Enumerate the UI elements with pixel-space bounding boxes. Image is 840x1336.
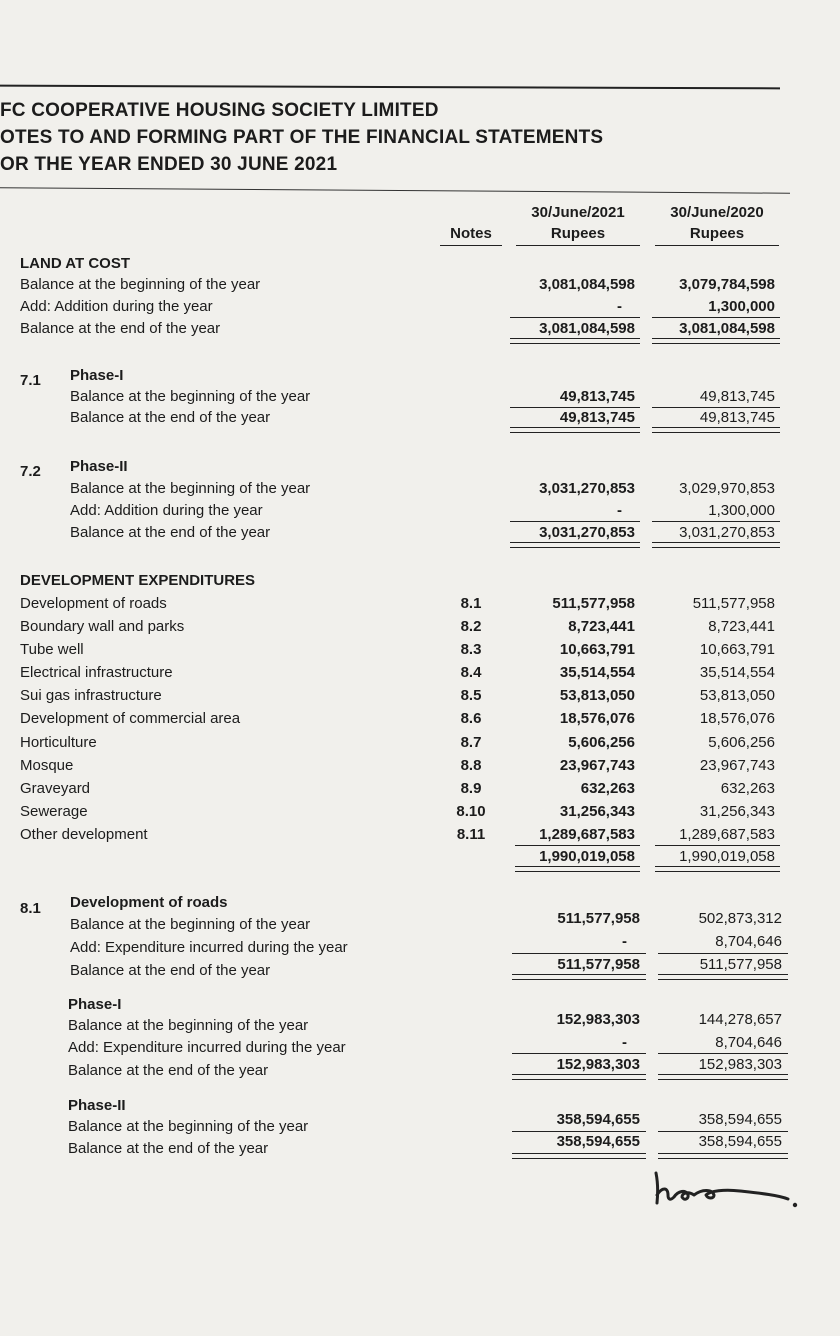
roads-phase-i-value-2021: 152,983,303 xyxy=(556,1056,640,1073)
phase-i-value-2020: 49,813,745 xyxy=(699,388,775,405)
dev-value-2021: 1,289,687,583 xyxy=(539,826,635,843)
total-double-rule xyxy=(510,542,640,548)
land-row-label: Balance at the end of the year xyxy=(20,320,221,337)
dev-row-label: Tube well xyxy=(20,641,84,658)
subtotal-rule xyxy=(510,317,640,318)
phase-i-value-2021: 49,813,745 xyxy=(559,409,635,426)
phase-ii-value-2020: 3,029,970,853 xyxy=(679,480,775,497)
dev-row-label: Sui gas infrastructure xyxy=(20,687,162,704)
roads-phase-i-row-label: Balance at the end of the year xyxy=(68,1062,269,1079)
total-double-rule xyxy=(658,1153,788,1159)
dev-value-2020: 10,663,791 xyxy=(699,641,775,658)
dev-total-2020: 1,990,019,058 xyxy=(679,848,775,865)
notes-column-header: Notes xyxy=(450,225,492,242)
col-2020-date: 30/June/2020 xyxy=(670,204,764,221)
period-heading: OR THE YEAR ENDED 30 JUNE 2021 xyxy=(0,154,338,175)
dev-row-note: 8.10 xyxy=(456,803,486,820)
phase-ii-row-label: Add: Addition during the year xyxy=(70,502,263,519)
dev-row-label: Sewerage xyxy=(20,803,88,820)
dev-value-2020: 35,514,554 xyxy=(699,664,775,681)
dev-row-note: 8.11 xyxy=(456,826,486,843)
roads-phase-ii-row-label: Balance at the beginning of the year xyxy=(68,1118,309,1135)
phase-ii-title: Phase-II xyxy=(70,458,128,475)
subtotal-rule xyxy=(658,1131,788,1132)
subtotal-rule xyxy=(658,1053,788,1054)
col-2021-header-underline xyxy=(516,245,640,246)
total-double-rule xyxy=(652,338,780,344)
dev-value-2021: 8,723,441 xyxy=(568,618,635,635)
dev-row-label: Graveyard xyxy=(20,780,91,797)
phase-ii-value-2021: - xyxy=(617,502,622,519)
dev-row-label: Development of roads xyxy=(20,595,167,612)
dev-row-note: 8.8 xyxy=(460,757,482,774)
top-rule xyxy=(0,85,780,90)
phase-i-row-label: Balance at the beginning of the year xyxy=(70,388,311,405)
development-of-roads-title: Development of roads xyxy=(70,894,228,911)
land-at-cost-title: LAND AT COST xyxy=(20,255,130,272)
dev-value-2021: 35,514,554 xyxy=(559,664,635,681)
phase-i-value-2020: 49,813,745 xyxy=(699,409,775,426)
dev-value-2021: 632,263 xyxy=(580,780,635,797)
dev-row-note: 8.7 xyxy=(460,734,482,751)
roads-row-label: Balance at the end of the year xyxy=(70,962,271,979)
phase-i-value-2021: 49,813,745 xyxy=(559,388,635,405)
roads-phase-ii-value-2021: 358,594,655 xyxy=(556,1111,640,1128)
dev-value-2021: 23,967,743 xyxy=(559,757,635,774)
dev-row-note: 8.3 xyxy=(460,641,482,658)
dev-value-2020: 53,813,050 xyxy=(699,687,775,704)
dev-value-2021: 18,576,076 xyxy=(559,710,635,727)
dev-value-2021: 511,577,958 xyxy=(552,595,635,612)
phase-ii-row-label: Balance at the end of the year xyxy=(70,524,271,541)
dev-value-2020: 511,577,958 xyxy=(692,595,775,612)
roads-phase-ii-value-2021: 358,594,655 xyxy=(556,1133,640,1150)
col-2020-unit: Rupees xyxy=(689,225,745,242)
subtotal-rule xyxy=(658,953,788,954)
roads-row-label: Add: Expenditure incurred during the year xyxy=(70,939,348,956)
phase-i-title: Phase-I xyxy=(70,367,124,384)
roads-value-2021: 511,577,958 xyxy=(557,956,640,973)
land-value-2020: 1,300,000 xyxy=(708,298,775,315)
roads-phase-ii-value-2020: 358,594,655 xyxy=(698,1133,782,1150)
header-rule xyxy=(0,187,790,194)
total-double-rule xyxy=(515,866,640,872)
land-value-2021: 3,081,084,598 xyxy=(539,276,635,293)
dev-row-note: 8.1 xyxy=(460,595,482,612)
roads-phase-i-value-2021: 152,983,303 xyxy=(556,1011,640,1028)
subtotal-rule xyxy=(652,317,780,318)
roads-value-2020: 502,873,312 xyxy=(698,910,782,927)
dev-value-2020: 18,576,076 xyxy=(699,710,775,727)
society-name: FC COOPERATIVE HOUSING SOCIETY LIMITED xyxy=(0,100,439,121)
total-double-rule xyxy=(652,427,780,433)
dev-row-label: Mosque xyxy=(20,757,74,774)
dev-value-2021: 31,256,343 xyxy=(559,803,635,820)
roads-row-label: Balance at the beginning of the year xyxy=(70,916,311,933)
phase-ii-row-label: Balance at the beginning of the year xyxy=(70,480,311,497)
subtotal-rule xyxy=(512,1053,646,1054)
subtotal-rule xyxy=(515,845,640,846)
total-double-rule xyxy=(652,542,780,548)
roads-phase-ii-row-label: Balance at the end of the year xyxy=(68,1140,269,1157)
land-value-2021: 3,081,084,598 xyxy=(539,320,635,337)
total-double-rule xyxy=(510,427,640,433)
phase-ii-value-2021: 3,031,270,853 xyxy=(539,524,635,541)
roads-value-2021: 511,577,958 xyxy=(557,910,640,927)
handwritten-signature xyxy=(648,1165,808,1215)
subtotal-rule xyxy=(655,845,780,846)
roads-phase-i-title: Phase-I xyxy=(68,996,122,1013)
roads-phase-i-value-2021: - xyxy=(622,1034,627,1051)
subtotal-rule xyxy=(652,521,780,522)
subtotal-rule xyxy=(510,521,640,522)
land-value-2020: 3,079,784,598 xyxy=(679,276,775,293)
dev-value-2020: 23,967,743 xyxy=(699,757,775,774)
col-2020-header-underline xyxy=(655,245,779,246)
dev-row-label: Development of commercial area xyxy=(20,710,241,727)
land-row-label: Balance at the beginning of the year xyxy=(20,276,261,293)
note-number: 8.1 xyxy=(20,900,41,917)
development-expenditures-title: DEVELOPMENT EXPENDITURES xyxy=(20,572,256,589)
land-row-label: Add: Addition during the year xyxy=(20,298,213,315)
total-double-rule xyxy=(512,974,646,980)
col-2021-date: 30/June/2021 xyxy=(531,204,625,221)
dev-value-2020: 5,606,256 xyxy=(708,734,775,751)
total-double-rule xyxy=(655,866,780,872)
dev-row-note: 8.6 xyxy=(460,710,482,727)
total-double-rule xyxy=(658,1074,788,1080)
dev-value-2020: 632,263 xyxy=(720,780,775,797)
total-double-rule xyxy=(512,1153,646,1159)
dev-row-note: 8.9 xyxy=(460,780,482,797)
dev-value-2020: 31,256,343 xyxy=(699,803,775,820)
roads-phase-i-value-2020: 152,983,303 xyxy=(698,1056,782,1073)
subtotal-rule xyxy=(512,953,646,954)
roads-phase-i-value-2020: 8,704,646 xyxy=(715,1034,782,1051)
phase-i-row-label: Balance at the end of the year xyxy=(70,409,271,426)
land-value-2021: - xyxy=(617,298,622,315)
note-number: 7.1 xyxy=(20,372,41,389)
total-double-rule xyxy=(658,974,788,980)
subtotal-rule xyxy=(512,1131,646,1132)
roads-phase-i-row-label: Add: Expenditure incurred during the year xyxy=(68,1039,346,1056)
dev-row-label: Electrical infrastructure xyxy=(20,664,173,681)
dev-row-note: 8.2 xyxy=(460,618,482,635)
roads-phase-ii-title: Phase-II xyxy=(68,1097,126,1114)
dev-row-note: 8.4 xyxy=(460,664,482,681)
subtotal-rule xyxy=(652,407,780,408)
dev-value-2020: 8,723,441 xyxy=(708,618,775,635)
roads-value-2020: 511,577,958 xyxy=(699,956,782,973)
total-double-rule xyxy=(512,1074,646,1080)
land-value-2020: 3,081,084,598 xyxy=(679,320,775,337)
dev-total-2021: 1,990,019,058 xyxy=(539,848,635,865)
notes-heading: OTES TO AND FORMING PART OF THE FINANCIAL STATEMENTS xyxy=(0,127,604,148)
roads-value-2021: - xyxy=(622,933,627,950)
dev-row-note: 8.5 xyxy=(460,687,482,704)
note-number: 7.2 xyxy=(20,463,41,480)
phase-ii-value-2020: 3,031,270,853 xyxy=(679,524,775,541)
dev-value-2020: 1,289,687,583 xyxy=(679,826,775,843)
notes-header-underline xyxy=(440,245,502,246)
dev-value-2021: 5,606,256 xyxy=(568,734,635,751)
dev-row-label: Boundary wall and parks xyxy=(20,618,185,635)
roads-phase-i-value-2020: 144,278,657 xyxy=(698,1011,782,1028)
roads-phase-i-row-label: Balance at the beginning of the year xyxy=(68,1017,309,1034)
dev-value-2021: 53,813,050 xyxy=(559,687,635,704)
roads-phase-ii-value-2020: 358,594,655 xyxy=(698,1111,782,1128)
col-2021-unit: Rupees xyxy=(550,225,606,242)
dev-row-label: Other development xyxy=(20,826,148,843)
subtotal-rule xyxy=(510,407,640,408)
total-double-rule xyxy=(510,338,640,344)
roads-value-2020: 8,704,646 xyxy=(715,933,782,950)
phase-ii-value-2021: 3,031,270,853 xyxy=(539,480,635,497)
dev-row-label: Horticulture xyxy=(20,734,97,751)
phase-ii-value-2020: 1,300,000 xyxy=(708,502,775,519)
dev-value-2021: 10,663,791 xyxy=(559,641,635,658)
